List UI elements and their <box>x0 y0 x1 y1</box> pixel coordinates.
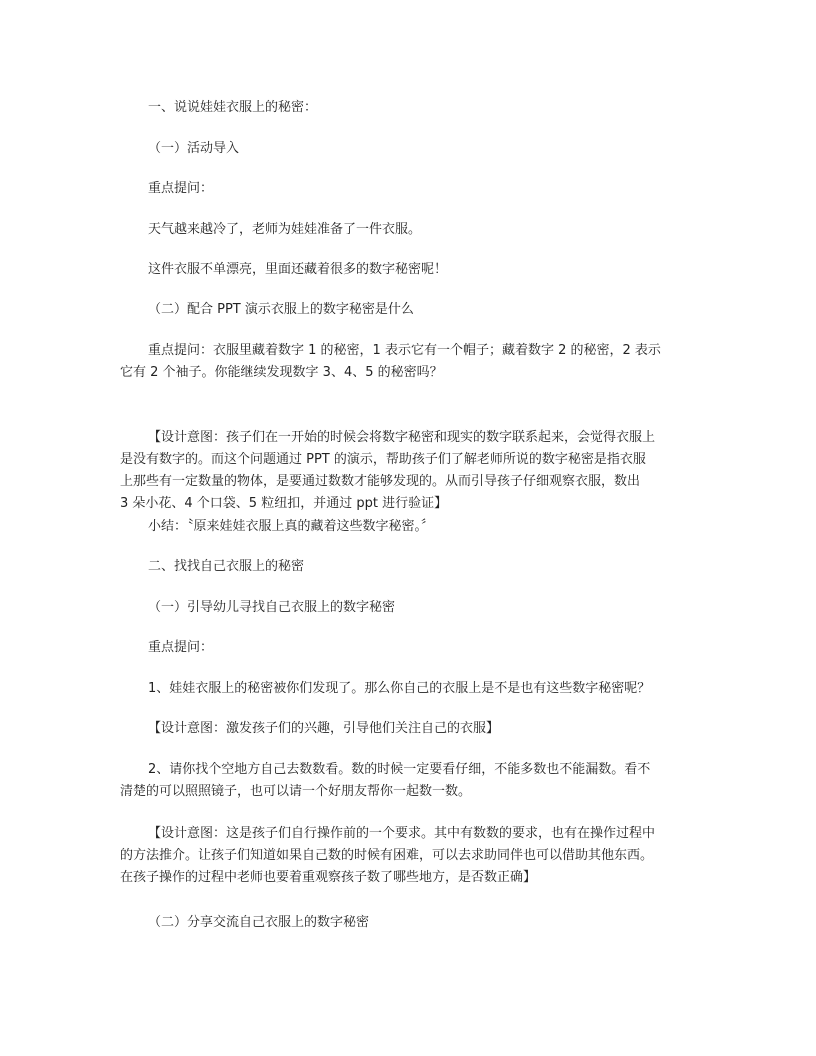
heading-section-2: 二、找找自己衣服上的秘密 <box>148 559 305 574</box>
subheading-share: （二）分享交流自己衣服上的数字秘密 <box>148 915 370 930</box>
text-line: 是没有数字的。而这个问题通过 PPT 的演示，帮助孩子们了解老师所说的数字秘密是指衣服 <box>120 452 646 467</box>
text-line: 3 朵小花、4 个口袋、5 粒纽扣，并通过 ppt 进行验证】 <box>120 496 448 511</box>
subheading-activity-intro: （一）活动导入 <box>148 141 240 156</box>
paragraph-design-intent-3 <box>120 823 704 889</box>
key-question-label: 重点提问： <box>148 181 214 196</box>
paragraph-summary: 小结：〝原来娃娃衣服上真的藏着这些数字秘密。〞 <box>148 519 435 534</box>
text-line: 【设计意图：孩子们在一开始的时候会将数字秘密和现实的数字联系起来，会觉得衣服上 <box>148 430 656 445</box>
paragraph-question-1: 1、娃娃衣服上的秘密被你们发现了。那么你自己的衣服上是不是也有这些数字秘密呢？ <box>148 681 651 696</box>
subheading-guide-children: （一）引导幼儿寻找自己衣服上的数字秘密 <box>148 600 396 615</box>
text-line: 在孩子操作的过程中老师也要着重观察孩子数了哪些地方，是否数正确】 <box>120 870 537 885</box>
key-question-label-2: 重点提问： <box>148 640 214 655</box>
text-line: 上那些有一定数量的物体，是要通过数数才能够发现的。从而引导孩子仔细观察衣服，数出 <box>120 474 641 489</box>
paragraph-key-question-numbers <box>120 340 704 384</box>
heading-section-1: 一、说说娃娃衣服上的秘密： <box>148 100 318 115</box>
text-line: 重点提问：衣服里藏着数字 1 的秘密，1 表示它有一个帽子；藏着数字 2 的秘密，2 表示 <box>148 343 661 358</box>
text-line: 【设计意图：这是孩子们自行操作前的一个要求。其中有数数的要求，也有在操作过程中 <box>148 826 656 841</box>
paragraph-question-2 <box>120 759 704 803</box>
text-line: 它有 2 个袖子。你能继续发现数字 3、4、5 的秘密吗？ <box>120 365 443 380</box>
text-line: 清楚的可以照照镜子，也可以请一个好朋友帮你一起数一数。 <box>120 784 472 799</box>
paragraph-secret: 这件衣服不单漂亮，里面还藏着很多的数字秘密呢！ <box>148 262 448 277</box>
paragraph-design-intent-1 <box>120 427 704 515</box>
subheading-ppt-demo: （二）配合 PPT 演示衣服上的数字秘密是什么 <box>148 302 414 317</box>
paragraph-weather: 天气越来越冷了，老师为娃娃准备了一件衣服。 <box>148 222 422 237</box>
text-line: 的方法推介。让孩子们知道如果自己数的时候有困难，可以去求助同伴也可以借助其他东西。 <box>120 848 654 863</box>
text-line: 2、请你找个空地方自己去数数看。数的时候一定要看仔细，不能多数也不能漏数。看不 <box>148 762 651 777</box>
paragraph-design-intent-2: 【设计意图：激发孩子们的兴趣，引导他们关注自己的衣服】 <box>148 721 500 736</box>
